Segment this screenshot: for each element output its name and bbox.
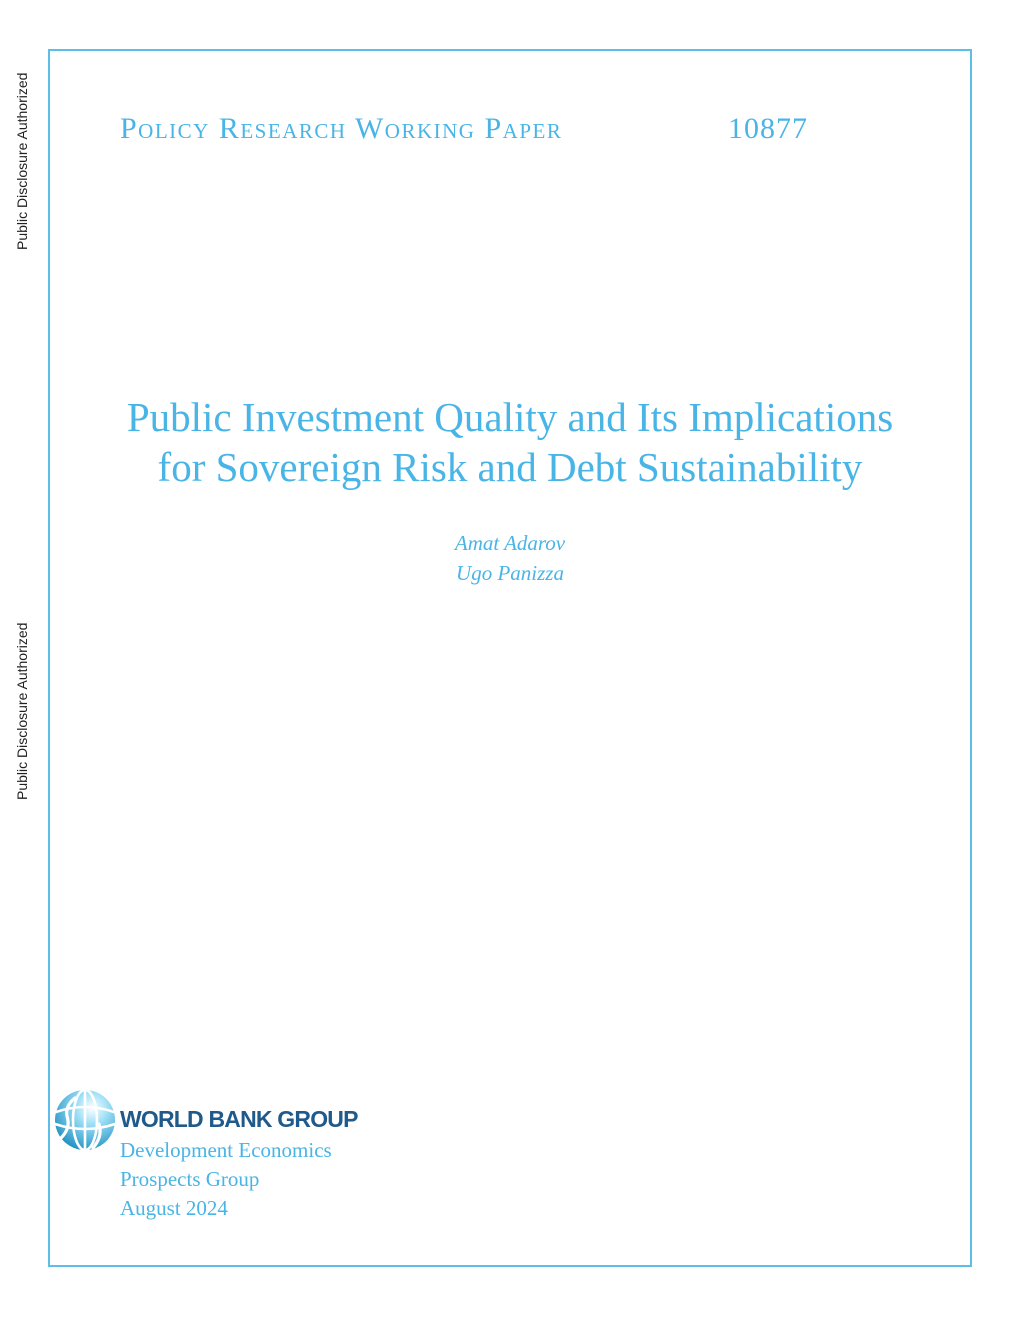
disclosure-label-bottom: Public Disclosure Authorized: [14, 622, 30, 800]
paper-number: 10877: [728, 112, 808, 145]
series-name: Policy Research Working Paper: [120, 112, 563, 145]
publisher-details: [120, 1136, 332, 1223]
author-list: [360, 528, 660, 588]
series-header: [120, 112, 840, 152]
publisher-block: [53, 1088, 473, 1228]
unit-line-1: Development Economics: [120, 1138, 332, 1162]
cover-frame: [48, 49, 972, 1267]
paper-title-line-1: Public Investment Quality and Its Implications: [126, 394, 894, 440]
unit-line-2: Prospects Group: [120, 1167, 260, 1191]
globe-icon: [53, 1088, 117, 1152]
organization-name: WORLD BANK GROUP: [120, 1106, 358, 1132]
disclosure-label-top: Public Disclosure Authorized: [14, 72, 30, 250]
paper-title-line-2: for Sovereign Risk and Debt Sustainability: [157, 444, 863, 490]
paper-title: [60, 392, 960, 492]
author-name: Amat Adarov: [454, 531, 566, 555]
publication-date: August 2024: [120, 1196, 228, 1220]
author-name: Ugo Panizza: [456, 561, 564, 585]
